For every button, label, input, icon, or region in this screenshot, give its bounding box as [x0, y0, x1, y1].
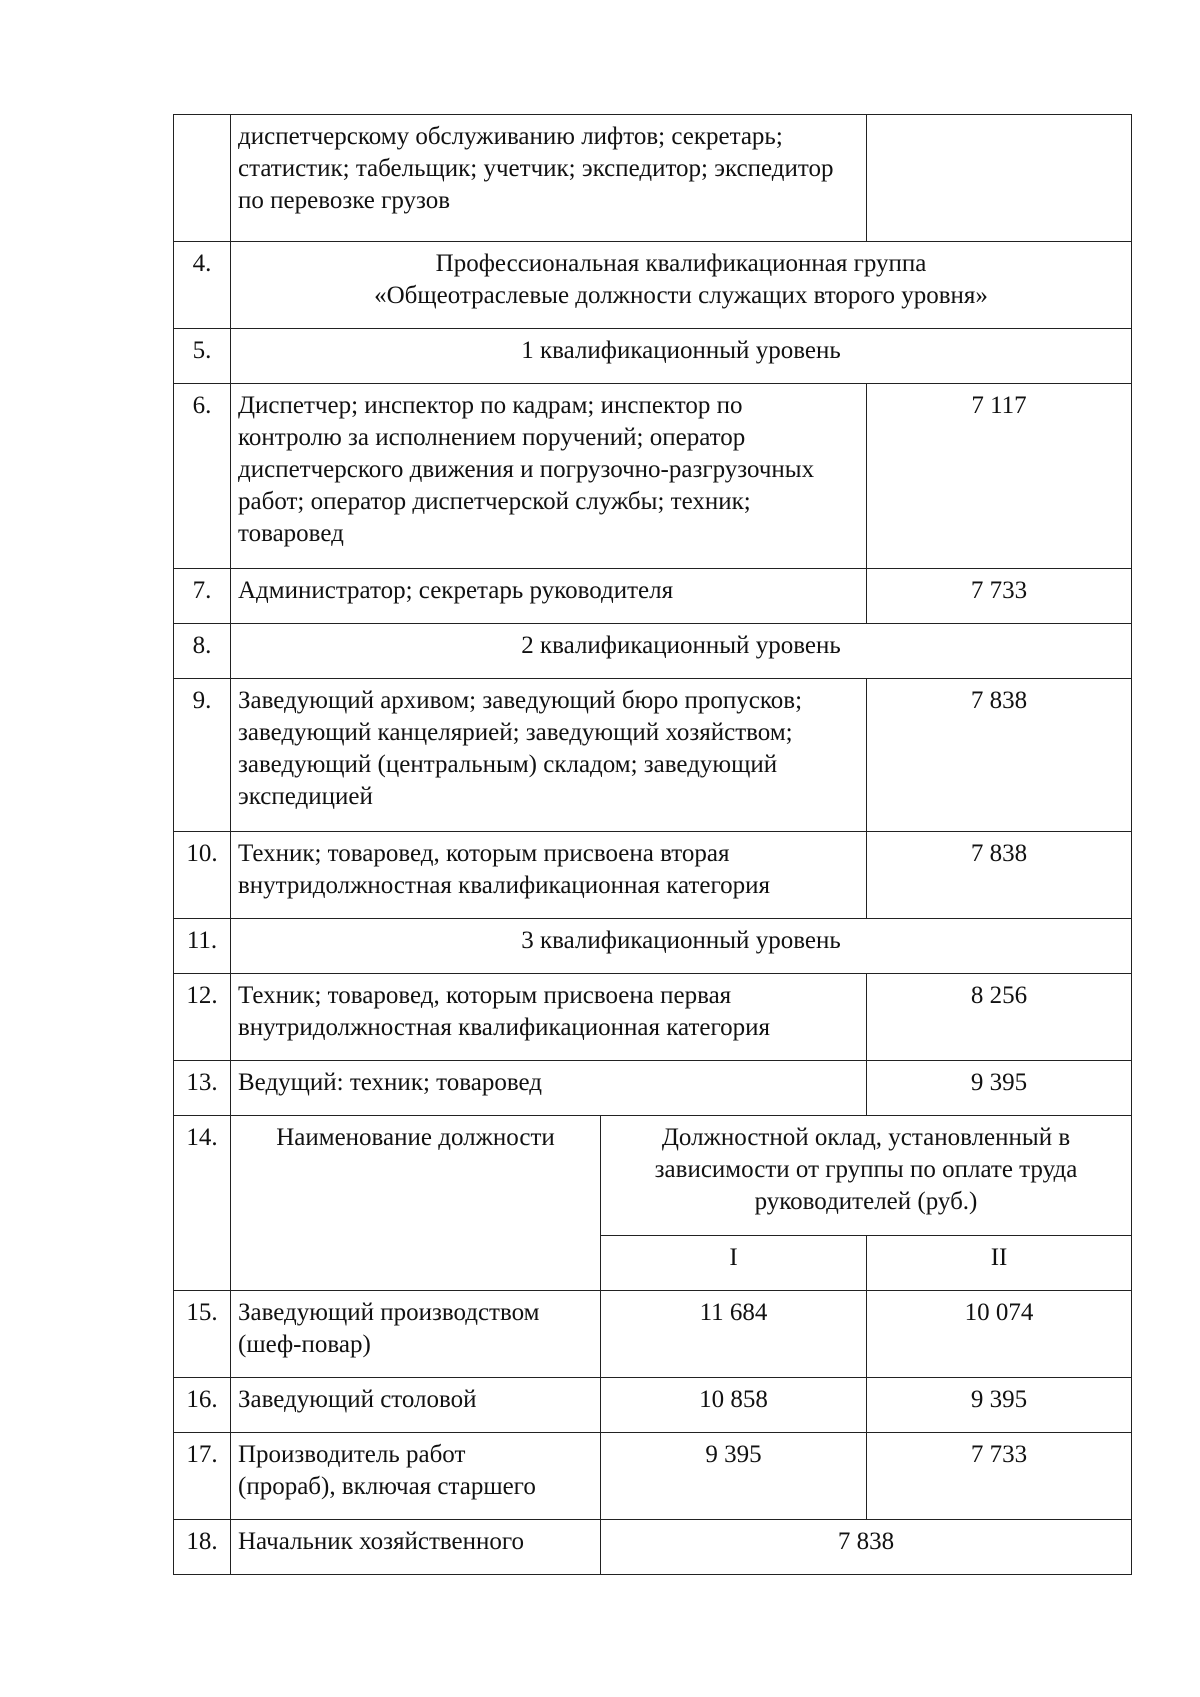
table-row [174, 832, 1132, 919]
text-line: товаровед [238, 520, 344, 547]
level-heading: 2 квалификационный уровень [231, 624, 1132, 679]
table-row [174, 1520, 1132, 1575]
salary-cell: 7 838 [867, 832, 1132, 919]
row-number: 8. [174, 624, 231, 679]
text-line: заведующий (центральным) складом; заведующий [238, 751, 778, 778]
table-row [174, 919, 1132, 974]
row-number: 16. [174, 1378, 231, 1433]
position-cell: Ведущий: техник; товаровед [231, 1061, 867, 1116]
salary-group-2: 9 395 [867, 1378, 1132, 1433]
position-cell [231, 832, 867, 919]
table-row [174, 329, 1132, 384]
text-line: диспетчерскому обслуживанию лифтов; секретарь; [238, 123, 783, 150]
position-cell [231, 974, 867, 1061]
text-line: работ; оператор диспетчерской службы; техник; [238, 488, 751, 515]
position-cell: Администратор; секретарь руководителя [231, 569, 867, 624]
text-line: контролю за исполнением поручений; оператор [238, 424, 746, 451]
text-line: Должностной оклад, установленный в [661, 1124, 1071, 1151]
position-cell [231, 1291, 601, 1378]
group-heading [231, 242, 1132, 329]
name-column-header: Наименование должности [231, 1116, 601, 1291]
level-heading: 3 квалификационный уровень [231, 919, 1132, 974]
text-line: внутридолжностная квалификационная категория [238, 1014, 771, 1041]
row-number: 17. [174, 1433, 231, 1520]
level-heading: 1 квалификационный уровень [231, 329, 1132, 384]
salary-cell: 7 733 [867, 569, 1132, 624]
table-row [174, 242, 1132, 329]
position-cell: Заведующий столовой [231, 1378, 601, 1433]
position-cell [231, 115, 867, 242]
text-line: экспедицией [238, 783, 373, 810]
row-number: 13. [174, 1061, 231, 1116]
text-line: Диспетчер; инспектор по кадрам; инспектор по [238, 392, 743, 419]
salary-cell: 7 117 [867, 384, 1132, 569]
salary-group-1: 11 684 [601, 1291, 867, 1378]
row-number: 7. [174, 569, 231, 624]
position-cell [231, 679, 867, 832]
table-row [174, 679, 1132, 832]
salary-cell [867, 115, 1132, 242]
text-line: (прораб), включая старшего [238, 1473, 536, 1500]
text-line: Производитель работ [238, 1441, 466, 1468]
table-row [174, 1433, 1132, 1520]
text-line: по перевозке грузов [238, 187, 451, 214]
salary-column-header [601, 1116, 1132, 1236]
row-number: 5. [174, 329, 231, 384]
salary-table [173, 114, 1132, 1575]
position-cell [231, 1433, 601, 1520]
text-line: Заведующий производством [238, 1299, 540, 1326]
text-line: Заведующий архивом; заведующий бюро пропусков; [238, 687, 803, 714]
salary-group-1: 10 858 [601, 1378, 867, 1433]
text-line: Профессиональная квалификационная группа [435, 250, 927, 277]
table-row [174, 115, 1132, 242]
text-line: Техник; товаровед, которым присвоена вторая [238, 840, 730, 867]
document-page [173, 114, 1131, 1575]
salary-cell: 7 838 [867, 679, 1132, 832]
table-row [174, 624, 1132, 679]
row-number: 6. [174, 384, 231, 569]
text-line: руководителей (руб.) [754, 1188, 978, 1215]
text-line: статистик; табельщик; учетчик; экспедитор; экспедитор [238, 155, 834, 182]
text-line: Техник; товаровед, которым присвоена первая [238, 982, 732, 1009]
row-number: 14. [174, 1116, 231, 1291]
table-row [174, 1061, 1132, 1116]
text-line: зависимости от группы по оплате труда [654, 1156, 1078, 1183]
table-row [174, 1116, 1132, 1236]
text-line: заведующий канцелярией; заведующий хозяйством; [238, 719, 793, 746]
salary-group-2: 10 074 [867, 1291, 1132, 1378]
text-line: «Общеотраслевые должности служащих второго уровня» [374, 282, 988, 309]
row-number: 18. [174, 1520, 231, 1575]
salary-cell: 8 256 [867, 974, 1132, 1061]
row-number: 4. [174, 242, 231, 329]
row-number: 11. [174, 919, 231, 974]
salary-cell: 7 838 [601, 1520, 1132, 1575]
row-number: 10. [174, 832, 231, 919]
group-1-header: I [601, 1236, 867, 1291]
table-row [174, 1291, 1132, 1378]
table-row [174, 974, 1132, 1061]
salary-group-1: 9 395 [601, 1433, 867, 1520]
position-cell [231, 384, 867, 569]
salary-group-2: 7 733 [867, 1433, 1132, 1520]
group-2-header: II [867, 1236, 1132, 1291]
table-row [174, 1378, 1132, 1433]
position-cell: Начальник хозяйственного [231, 1520, 601, 1575]
salary-cell: 9 395 [867, 1061, 1132, 1116]
row-number [174, 115, 231, 242]
row-number: 12. [174, 974, 231, 1061]
table-row [174, 384, 1132, 569]
text-line: внутридолжностная квалификационная категория [238, 872, 771, 899]
text-line: (шеф-повар) [238, 1331, 371, 1358]
text-line: диспетчерского движения и погрузочно-разгрузочных [238, 456, 815, 483]
table-row [174, 569, 1132, 624]
row-number: 15. [174, 1291, 231, 1378]
row-number: 9. [174, 679, 231, 832]
